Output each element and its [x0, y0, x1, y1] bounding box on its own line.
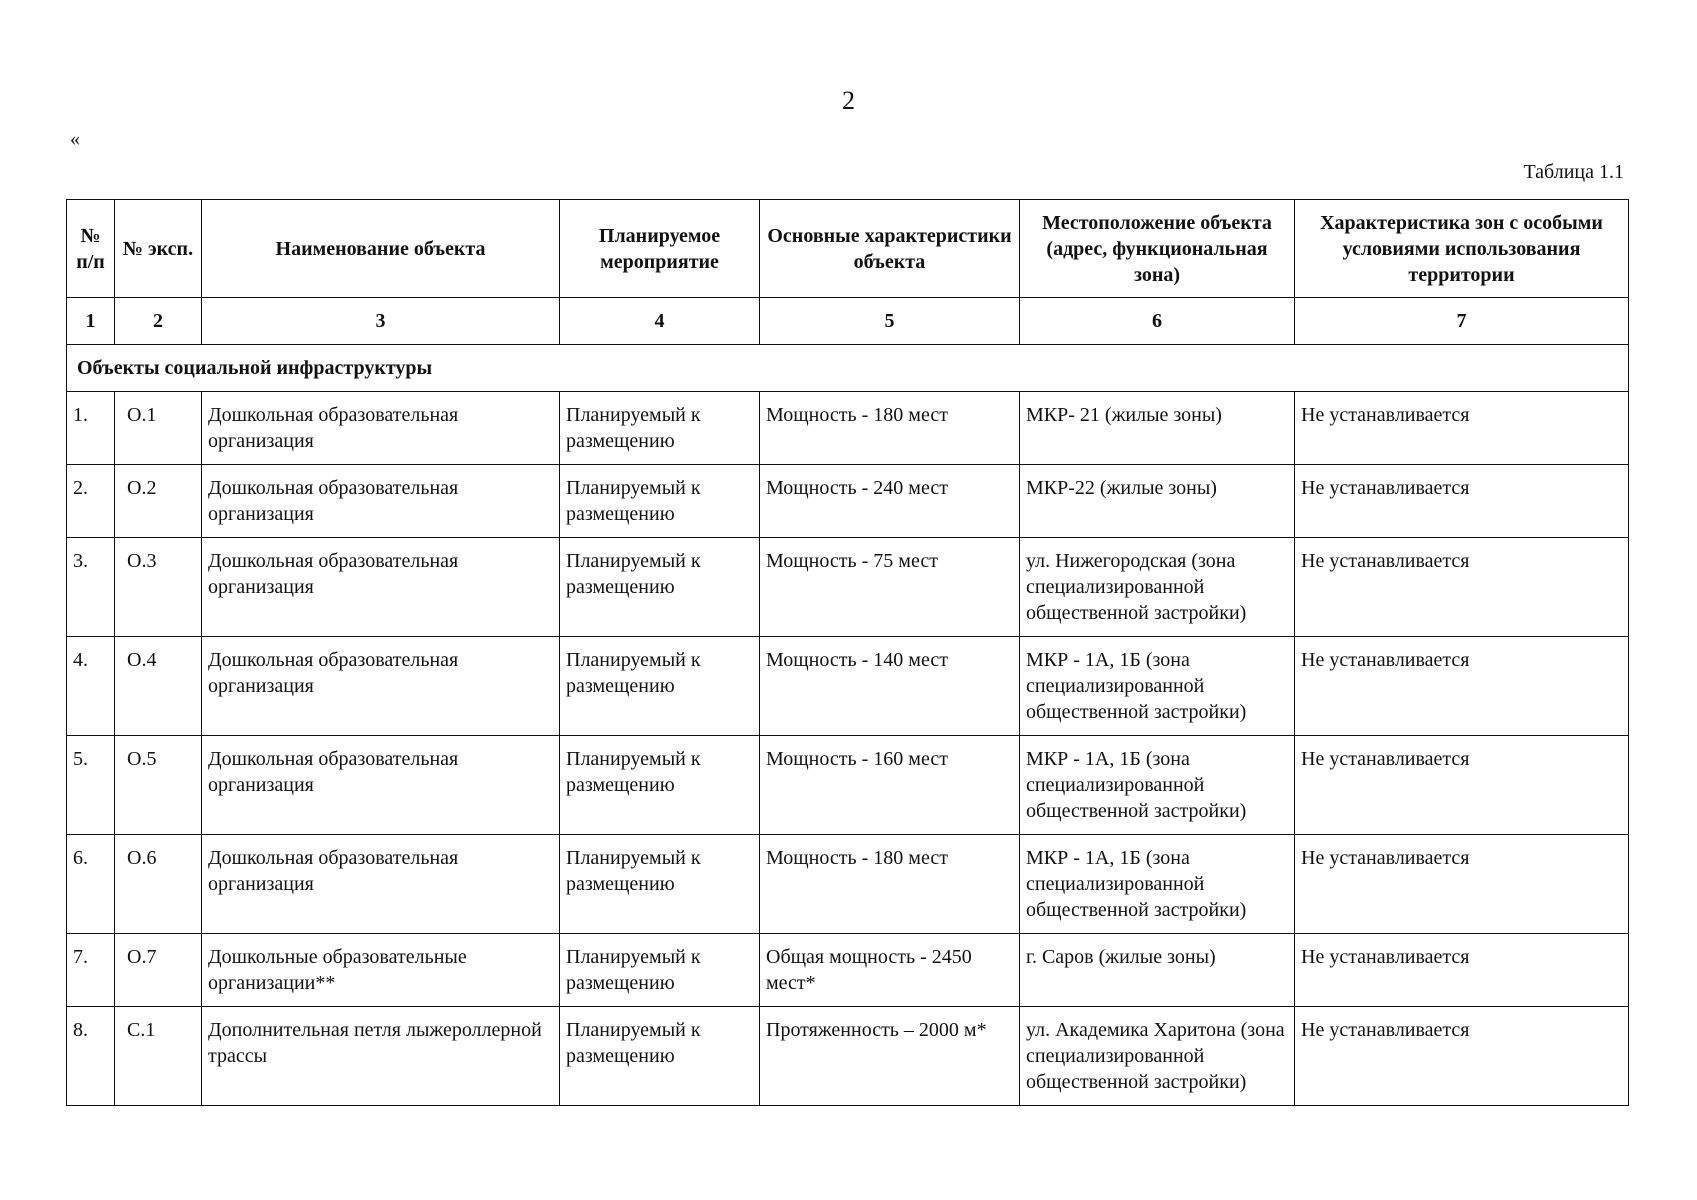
cell-expo: С.1 — [115, 1007, 202, 1106]
cell-expo: О.6 — [115, 835, 202, 934]
cell-num: 7. — [67, 934, 115, 1007]
section-row — [67, 345, 1629, 392]
cell-zones: Не устанавливается — [1295, 637, 1629, 736]
column-number: 7 — [1295, 298, 1629, 345]
cell-object-name: Дошкольная образовательная организация — [202, 538, 560, 637]
cell-location: ул. Академика Харитона (зона специализированной общественной застройки) — [1020, 1007, 1295, 1106]
cell-location: МКР- 21 (жилые зоны) — [1020, 392, 1295, 465]
cell-planned-action: Планируемый к размещению — [560, 538, 760, 637]
cell-num: 6. — [67, 835, 115, 934]
cell-zones: Не устанавливается — [1295, 392, 1629, 465]
column-number: 2 — [115, 298, 202, 345]
table-row — [67, 465, 1629, 538]
column-number: 1 — [67, 298, 115, 345]
table-row — [67, 538, 1629, 637]
cell-location: МКР-22 (жилые зоны) — [1020, 465, 1295, 538]
section-title: Объекты социальной инфраструктуры — [67, 345, 1629, 392]
cell-location: МКР - 1А, 1Б (зона специализированной общественной застройки) — [1020, 835, 1295, 934]
cell-zones: Не устанавливается — [1295, 736, 1629, 835]
header-cell-num: № п/п — [67, 200, 115, 298]
column-number: 4 — [560, 298, 760, 345]
header-cell-expo: № эксп. — [115, 200, 202, 298]
column-number-row — [67, 298, 1629, 345]
cell-characteristics: Протяженность – 2000 м* — [760, 1007, 1020, 1106]
table-caption: Таблица 1.1 — [1523, 161, 1624, 183]
cell-planned-action: Планируемый к размещению — [560, 835, 760, 934]
table-row — [67, 736, 1629, 835]
cell-num: 1. — [67, 392, 115, 465]
cell-zones: Не устанавливается — [1295, 934, 1629, 1007]
table-row — [67, 835, 1629, 934]
cell-characteristics: Мощность - 180 мест — [760, 835, 1020, 934]
table-row — [67, 1007, 1629, 1106]
cell-characteristics: Мощность - 240 мест — [760, 465, 1020, 538]
cell-characteristics: Мощность - 140 мест — [760, 637, 1020, 736]
cell-location: МКР - 1А, 1Б (зона специализированной общественной застройки) — [1020, 736, 1295, 835]
cell-planned-action: Планируемый к размещению — [560, 465, 760, 538]
opening-quote-mark: « — [70, 128, 80, 150]
cell-object-name: Дошкольная образовательная организация — [202, 835, 560, 934]
header-cell-location: Местоположение объекта (адрес, функциональная зона) — [1020, 200, 1295, 298]
cell-num: 2. — [67, 465, 115, 538]
header-cell-characteristics: Основные характеристики объекта — [760, 200, 1020, 298]
column-number: 3 — [202, 298, 560, 345]
cell-expo: О.1 — [115, 392, 202, 465]
cell-object-name: Дошкольная образовательная организация — [202, 465, 560, 538]
cell-num: 4. — [67, 637, 115, 736]
cell-location: МКР - 1А, 1Б (зона специализированной общественной застройки) — [1020, 637, 1295, 736]
header-cell-zones: Характеристика зон с особыми условиями использования территории — [1295, 200, 1629, 298]
header-row — [67, 200, 1629, 298]
cell-expo: О.5 — [115, 736, 202, 835]
cell-object-name: Дошкольная образовательная организация — [202, 736, 560, 835]
cell-characteristics: Мощность - 160 мест — [760, 736, 1020, 835]
cell-object-name: Дополнительная петля лыжероллерной трассы — [202, 1007, 560, 1106]
objects-table — [66, 199, 1629, 1106]
header-cell-action: Планируемое мероприятие — [560, 200, 760, 298]
table-row — [67, 637, 1629, 736]
cell-planned-action: Планируемый к размещению — [560, 736, 760, 835]
header-cell-name: Наименование объекта — [202, 200, 560, 298]
cell-num: 8. — [67, 1007, 115, 1106]
cell-zones: Не устанавливается — [1295, 538, 1629, 637]
cell-characteristics: Общая мощность - 2450 мест* — [760, 934, 1020, 1007]
cell-expo: О.2 — [115, 465, 202, 538]
cell-object-name: Дошкольная образовательная организация — [202, 637, 560, 736]
cell-planned-action: Планируемый к размещению — [560, 1007, 760, 1106]
cell-num: 3. — [67, 538, 115, 637]
cell-location: ул. Нижегородская (зона специализированной общественной застройки) — [1020, 538, 1295, 637]
table-row — [67, 392, 1629, 465]
table-row — [67, 934, 1629, 1007]
cell-zones: Не устанавливается — [1295, 465, 1629, 538]
cell-planned-action: Планируемый к размещению — [560, 392, 760, 465]
cell-characteristics: Мощность - 180 мест — [760, 392, 1020, 465]
cell-location: г. Саров (жилые зоны) — [1020, 934, 1295, 1007]
cell-expo: О.4 — [115, 637, 202, 736]
cell-zones: Не устанавливается — [1295, 1007, 1629, 1106]
cell-num: 5. — [67, 736, 115, 835]
cell-object-name: Дошкольные образовательные организации** — [202, 934, 560, 1007]
cell-object-name: Дошкольная образовательная организация — [202, 392, 560, 465]
cell-expo: О.3 — [115, 538, 202, 637]
column-number: 6 — [1020, 298, 1295, 345]
cell-zones: Не устанавливается — [1295, 835, 1629, 934]
column-number: 5 — [760, 298, 1020, 345]
cell-expo: О.7 — [115, 934, 202, 1007]
cell-planned-action: Планируемый к размещению — [560, 934, 760, 1007]
page-number: 2 — [842, 86, 855, 115]
cell-planned-action: Планируемый к размещению — [560, 637, 760, 736]
cell-characteristics: Мощность - 75 мест — [760, 538, 1020, 637]
